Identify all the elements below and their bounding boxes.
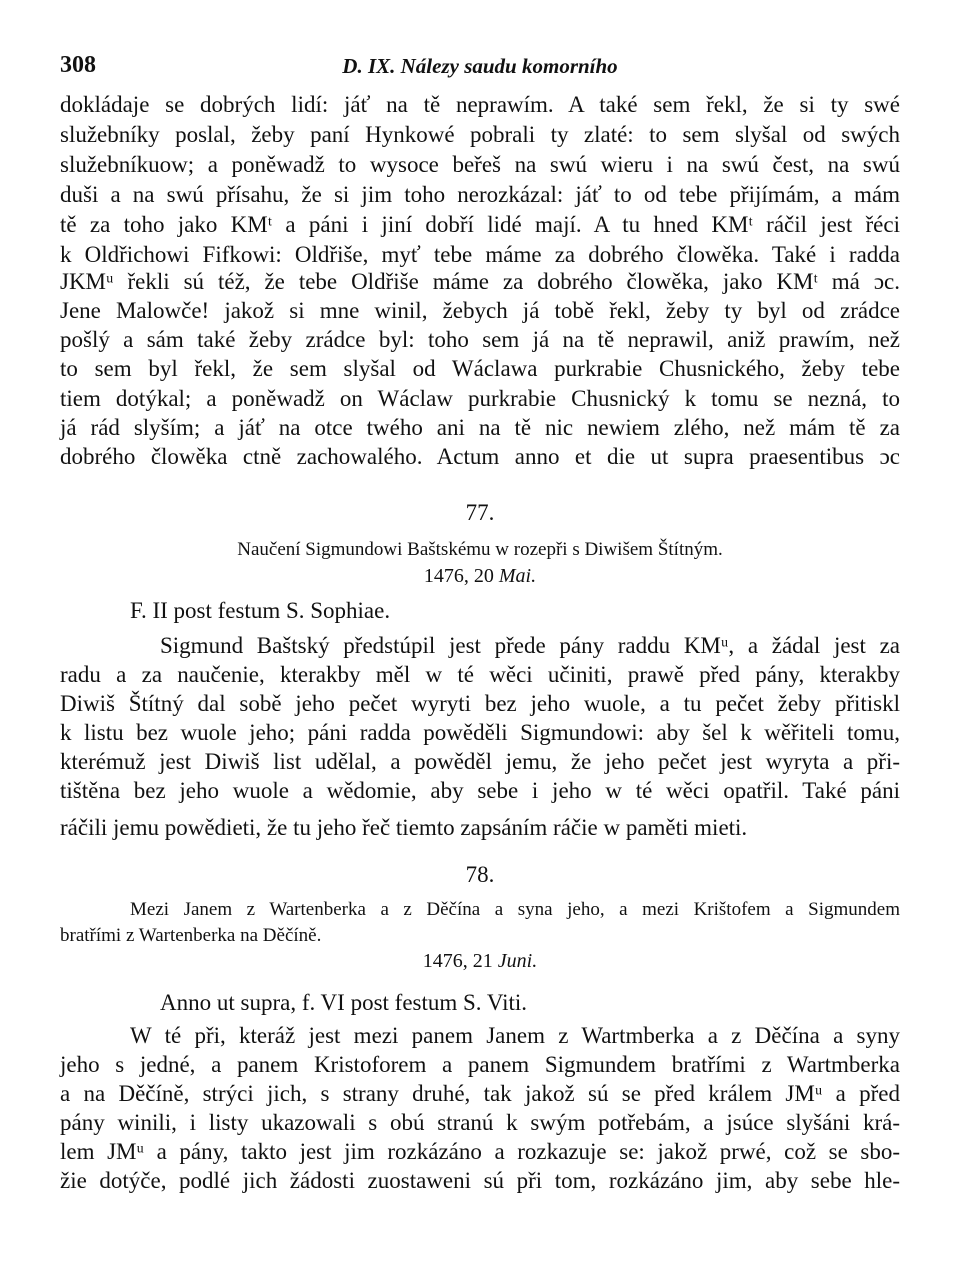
text-line: radu a za naučenie, kterakby měl w té wěci učiniti, prawě před pány, kterakby: [60, 662, 900, 687]
text-line: jeho s jedné, a panem Kristoforem a panem Sigmundem bratřími z Wartmberka: [60, 1052, 900, 1077]
text-line: Sigmund Baštský předstúpil jest přede pány raddu KMᵘ, a žádal jest za: [160, 633, 900, 658]
text-line: služebníky poslal, žeby paní Hynkowé pobrali ty zlaté: to sem slyšal od swých: [60, 122, 900, 147]
text-line: já rád slyším; a jáť na otce twého ani na tě nic newiem zlého, než mám tě za: [60, 415, 900, 440]
text-line: žie dotýče, podlé jich žádosti zuostaweni sú při tom, rozkázáno jim, aby sebe hle-: [60, 1168, 900, 1193]
text-line: Jene Malowče! jakož si mne winil, žebych já tobě řekl, žeby ty byl od zrádce: [60, 298, 900, 323]
page-number: 308: [60, 52, 96, 78]
section-opening: Anno ut supra, f. VI post festum S. Viti.: [160, 990, 528, 1015]
date-year: 1476, 20: [423, 565, 494, 587]
section-title-line: bratřími z Wartenberka na Děčíně.: [60, 925, 322, 946]
text-line: a na Děčíně, strýci jich, s strany druhé, tak jakož sú se před králem JMᵘ a před: [60, 1081, 900, 1106]
page-header: [60, 52, 900, 82]
text-line: pošlý a sám také žeby zrádce byl: toho sem já na tě neprawil, aniž prawím, než: [60, 327, 900, 352]
date-month: Mai.: [498, 565, 537, 587]
text-line: Diwiš Štítný dal sobě jeho pečet wyryti bez jeho wuole, a tu pečet žeby přitiskl: [60, 691, 900, 716]
running-title: D. IX. Nálezy saudu komorního: [342, 54, 618, 78]
text-line: ráčili jemu powědieti, že tu jeho řeč tiemto zapsáním ráčie w paměti mieti.: [60, 815, 748, 840]
text-line: dobrého člowěka ctně zachowalého. Actum anno et die ut supra praesentibus ɔc: [60, 444, 900, 469]
text-line: pány winili, i listy ukazowali s obú stranú k swým potřebám, a jsúce slyšáni krá-: [60, 1110, 900, 1135]
section-number: 78.: [465, 862, 495, 887]
text-line: kterémuž jest Diwiš list udělal, a powěděl jemu, že jeho pečet jest wyryta a při-: [60, 749, 900, 774]
text-line: to sem byl řekl, že sem slyšal od Wáclawa purkrabie Chusnického, žeby tebe: [60, 356, 900, 381]
section-opening: F. II post festum S. Sophiae.: [130, 598, 391, 623]
section-date: [0, 948, 960, 974]
text-line: duši a na swú přísahu, že si jim toho nerozkázal: jáť to od tebe přijímám, a mám: [60, 182, 900, 207]
section-date: [0, 563, 960, 589]
date-month: Juni.: [497, 950, 538, 972]
text-line: JKMᵘ řekli sú též, že tebe Oldřiše máme za dobrého člowěka, jako KMᵗ má ɔc.: [60, 269, 900, 294]
text-line: tiem dotýkal; a poněwadž on Wáclaw purkrabie Chusnický k tomu se nezná, to: [60, 386, 900, 411]
date-year: 1476, 21: [422, 950, 493, 972]
section-title-line: Mezi Janem z Wartenberka a z Děčína a syna jeho, a mezi Krištofem a Sigmundem: [130, 899, 900, 920]
text-line: služebníkuow; a poněwadž to wysoce beřeš na swú wieru i na swú čest, na swú: [60, 152, 900, 177]
text-line: k listu bez wuole jeho; páni radda powěděli Sigmundowi: aby šel k wěřiteli tomu,: [60, 720, 900, 745]
text-line: k Oldřichowi Fifkowi: Oldřiše, myť tebe máme za dobrého člowěka. Také i radda: [60, 242, 900, 267]
section-title: Naučení Sigmundowi Baštskému w rozepři s Diwišem Štítným.: [237, 539, 723, 560]
text-line: tě za toho jako KMᵗ a páni i jiní dobří lidé mají. A tu hned KMᵗ ráčil jest řéci: [60, 212, 900, 237]
section-number: 77.: [465, 500, 495, 525]
text-line: tištěna bez jeho wuole a wědomie, aby sebe i jeho w té wěci opatřil. Také páni: [60, 778, 900, 803]
text-line: lem JMᵘ a pány, takto jest jim rozkázáno a rozkazuje se: jakož prwé, což se sbo-: [60, 1139, 900, 1164]
text-line: W té při, kteráž jest mezi panem Janem z Wartmberka a z Děčína a syny: [130, 1023, 900, 1048]
text-line: dokládaje se dobrých lidí: jáť na tě neprawím. A také sem řekl, že si ty swé: [60, 92, 900, 117]
